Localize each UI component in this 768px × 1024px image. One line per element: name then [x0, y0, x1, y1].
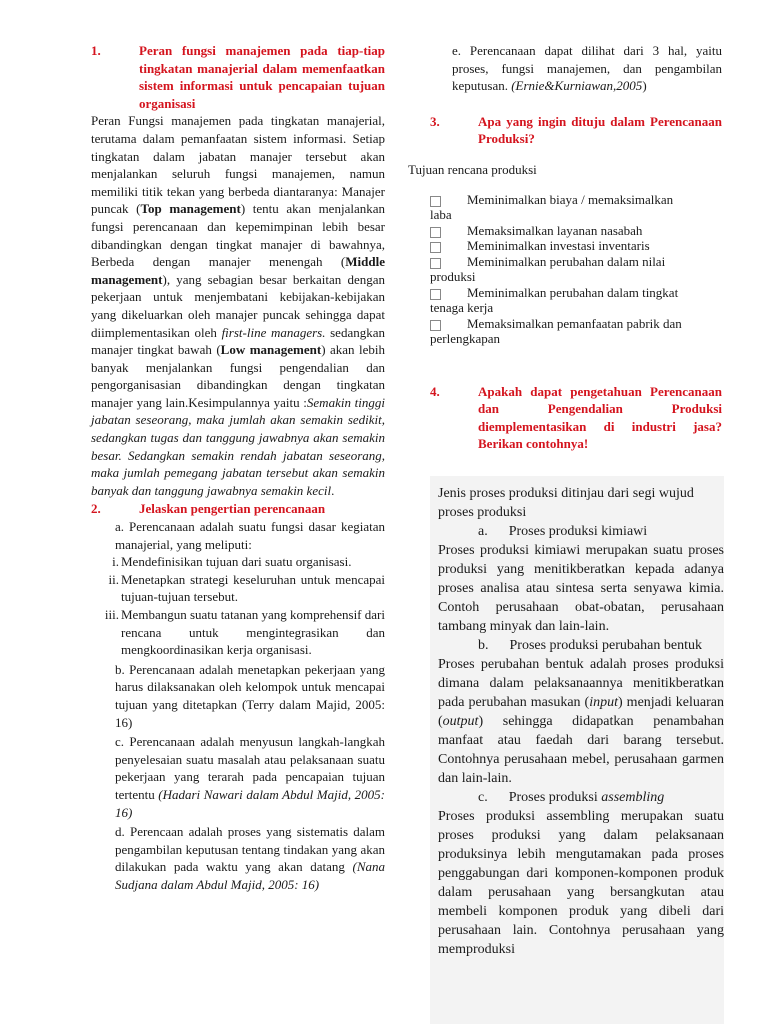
section-3-title: Apa yang ingin dituju dalam Perencanaan Produksi? — [478, 113, 722, 147]
section-1-heading — [91, 42, 385, 112]
list-item-text: Meminimalkan biaya / memaksimalkan — [467, 191, 674, 207]
definition-c — [115, 733, 385, 821]
text: ) tentu akan menjalankan fungsi perencanaan dan kepemimpinan lebih besar dibandingkan dengan tingkat manajer di bawahnya, Berbeda dengan manajer menengah ( — [91, 201, 385, 270]
right-column — [408, 42, 722, 453]
text: e. Perencanaan dapat dilihat dari 3 hal, yaitu proses, fungsi manajemen, dan pengambilan keputusan. — [452, 43, 722, 94]
checkbox-icon — [430, 289, 441, 300]
text: ), yang sebagian besar berkaitan dengan pekerjaan untuk menjembatani kebijakan-kebijakan yang dikeluarkan oleh manajer puncak sehingga dapat diimplementasikan oleh — [91, 271, 385, 340]
subheading-b: b. Proses produksi perubahan bentuk — [478, 638, 702, 653]
citation: (Nana Sudjana dalam Abdul Majid, 2005: 16) — [115, 859, 385, 892]
goal-list — [430, 192, 722, 347]
list-item — [430, 316, 722, 347]
paragraph-b — [438, 655, 724, 788]
subheading-a: a. Proses produksi kimiawi — [478, 524, 648, 539]
section-3-heading — [430, 113, 722, 148]
section-4-title: Apakah dapat pengetahuan Perencanaan dan Pengendalian Produksi diemplementasikan di industri jasa? Berikan contohnya! — [478, 383, 722, 452]
section-4-number: 4. — [430, 383, 440, 399]
list-item-row — [430, 285, 722, 301]
text: ) menjadi keluaran ( — [438, 695, 724, 729]
text: ) sehingga didapatkan penambahan manfaat atau faedah dari barang tersebut. Contohnya perusahaan mebel, perusahaan garmen dan lain-lain. — [438, 714, 724, 786]
text: sedangkan manajer tingkat bawah ( — [91, 324, 385, 358]
text-bold: Top management — [140, 201, 241, 217]
list-item-continuation: tenaga kerja — [430, 300, 494, 316]
citation: (Hadari Nawari dalam Abdul Majid, 2005: 16) — [115, 786, 385, 820]
checkbox-icon — [430, 227, 441, 238]
paragraph-c: Proses produksi assembling merupakan suatu proses produksi yang dalam pelaksanaan produksinya lebih mengutamakan pada proses penggabungan dari komponen-komponen produk dalam perusahaan yang bersangkutan atau membeli komponen produk yang dibeli dari perusahaan lain. Contohnya perusahaan yang memproduksi — [438, 809, 724, 957]
text: d. Perencaan adalah proses yang sistematis dalam pengambilan keputusan tentang tindakan yang akan dilakukan pada waktu yang akan datang — [115, 824, 385, 875]
answer-intro: Jenis proses produksi ditinjau dari segi wujud proses produksi — [438, 486, 694, 520]
definition-d — [115, 823, 385, 893]
conclusion-italic: Semakin tinggi jabatan seseorang, maka jumlah akan semakin sedikit, sedangkan tugas dan tanggung jawabnya akan semakin besar. Sedangkan semakin rendah jabatan seseorang, maka jumlah pemegang jabatan tersebut akan semakin banyak dan tanggung jawabnya semakin kecil — [91, 394, 385, 498]
definition-e — [452, 42, 722, 95]
definition-a: a. Perencanaan adalah suatu fungsi dasar kegiatan manajerial, yang meliputi: — [115, 519, 385, 552]
section-1-body — [91, 112, 385, 499]
text-italic: first-line managers. — [221, 324, 326, 340]
list-item-text: Meminimalkan perubahan dalam nilai — [467, 253, 666, 269]
roman-item — [91, 571, 385, 606]
section-1-number: 1. — [91, 43, 101, 58]
section-4-heading — [430, 383, 722, 453]
roman-text: Mendefinisikan tujuan dari suatu organisasi. — [121, 554, 352, 570]
list-item-row — [430, 254, 722, 270]
text: ) akan lebih banyak menjalankan fungsi pengendalian dan pengorganisasian dibandingkan dengan tingkatan manajer yang lain.Kesimpulannya yaitu : — [91, 342, 385, 410]
roman-item — [91, 606, 385, 659]
list-item-row — [430, 238, 722, 254]
text: ) — [642, 78, 647, 94]
text: c. Proses produksi — [478, 790, 602, 805]
production-goal-intro: Tujuan rencana produksi — [408, 161, 537, 177]
list-item-row — [430, 192, 722, 208]
text: . — [331, 482, 335, 498]
definition-b: b. Perencanaan adalah menetapkan pekerjaan yang harus dilaksanakan oleh kelompok untuk mencapai tujuan yang ditetapkan (Terry dalam Majid, 2005: 16) — [115, 661, 385, 730]
section-1-title: Peran fungsi manajemen pada tiap-tiap tingkatan manajerial dalam memenfaatkan sistem informasi untuk pencapaian tujuan organisasi — [139, 43, 385, 111]
roman-text: Menetapkan strategi keseluruhan untuk mencapai tujuan-tujuan tersebut. — [121, 571, 385, 605]
list-item-text: Memaksimalkan pemanfaatan pabrik dan — [467, 315, 682, 331]
list-item-continuation: produksi — [430, 269, 476, 285]
text: Peran Fungsi manajemen pada tingkatan manajerial, terutama dalam pemanfaatan sistem informasi. Setiap tingkatan dalam jabatan manajer tersebut akan menjalankan seluruh fungsi manajemen, namun memiliki titik tekan yang berbeda diantaranya: Manajer puncak ( — [91, 113, 385, 217]
list-item-text: Meminimalkan perubahan dalam tingkat — [467, 284, 679, 300]
roman-number: iii. — [104, 607, 119, 622]
citation: (Ernie&Kurniawan,2005 — [511, 78, 643, 94]
answer-box — [430, 476, 724, 1024]
text-bold: Low management — [220, 342, 322, 358]
section-3-number: 3. — [430, 113, 440, 129]
checkbox-icon — [430, 258, 441, 269]
list-item-text: Memaksimalkan layanan nasabah — [467, 222, 643, 238]
text: c. Perencanaan adalah menyusun langkah-langkah penyelesaian suatu masalah atau pelaksanaan suatu pekerjaan yang terarah pada pencapaian tujuan tertentu — [115, 734, 385, 802]
left-column — [91, 42, 385, 894]
section-2-number: 2. — [91, 501, 101, 517]
checkbox-icon — [430, 320, 441, 331]
section-2-heading — [91, 500, 385, 518]
roman-number: ii. — [108, 571, 119, 587]
list-item — [430, 285, 722, 316]
text-bold: Middle management — [91, 254, 385, 287]
section-2-title: Jelaskan pengertian perencanaan — [139, 501, 326, 517]
list-item — [430, 223, 722, 239]
subheading-c — [438, 788, 724, 807]
paragraph-a: Proses produksi kimiawi merupakan suatu proses produksi yang menitikberatkan kepada adanya proses analisa atau sintesa serta senyawa kimia. Contoh perusahaan obat-obatan, perusahaan tambang minyak dan lain-lain. — [438, 543, 724, 634]
roman-item — [91, 553, 385, 571]
roman-text: Membangun suatu tatanan yang komprehensif dari rencana untuk mengintegrasikan dan mengkoordinasikan kerja organisasi. — [121, 607, 385, 658]
list-item — [430, 254, 722, 285]
text-italic: input — [589, 695, 618, 710]
list-item-text: Meminimalkan investasi inventaris — [467, 238, 650, 254]
text-italic: assembling — [601, 790, 665, 805]
list-item-row — [430, 316, 722, 332]
checkbox-icon — [430, 196, 441, 207]
text-italic: output — [442, 714, 479, 729]
list-item — [430, 192, 722, 223]
roman-number: i. — [112, 554, 119, 570]
checkbox-icon — [430, 242, 441, 253]
list-item-continuation: perlengkapan — [430, 331, 501, 347]
list-item-row — [430, 223, 722, 239]
text: Proses perubahan bentuk adalah proses produksi dimana dalam pelaksanaannya menitikberatkan pada perubahan masukan ( — [438, 657, 724, 710]
list-item — [430, 238, 722, 254]
list-item-continuation: laba — [430, 207, 452, 223]
